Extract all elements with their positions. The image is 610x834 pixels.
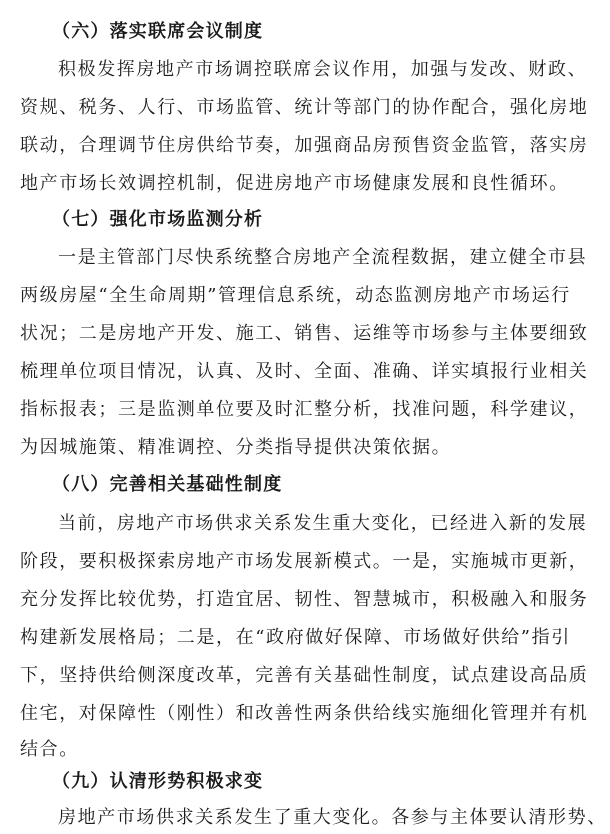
paragraph-line: 一是主管部门尽快系统整合房地产全流程数据，建立健全市县 (58, 247, 588, 268)
paragraph-line: 梳理单位项目情况，认真、及时、全面、准确、详实填报行业相关 (20, 361, 589, 382)
section-heading: （八）完善相关基础性制度 (52, 474, 283, 495)
paragraph-line: 房地产市场供求关系发生了重大变化。各参与主体要认清形势、 (58, 807, 607, 828)
paragraph-line: 构建新发展格局；二是，在“政府做好保障、市场做好供给”指引 (20, 627, 571, 648)
section-heading: （九）认清形势积极求变 (52, 771, 264, 792)
paragraph-line: 充分发挥比较优势，打造宜居、韧性、智慧城市，积极融入和服务 (20, 589, 589, 610)
paragraph-line: 指标报表；三是监测单位要及时汇整分析，找准问题，科学建议， (20, 399, 589, 420)
paragraph-line: 当前，房地产市场供求关系发生重大变化，已经进入新的发展 (58, 513, 588, 534)
paragraph-line: 结合。 (20, 739, 79, 760)
paragraph-line: 积极发挥房地产市场调控联席会议作用，加强与发改、财政、 (58, 59, 588, 80)
paragraph-line: 地产市场长效调控机制，促进房地产市场健康发展和良性循环。 (20, 173, 569, 194)
paragraph-line: 联动，合理调节住房供给节奏，加强商品房预售资金监管，落实房 (20, 135, 589, 156)
paragraph-line: 状况；二是房地产开发、施工、销售、运维等市场参与主体要细致 (20, 323, 589, 344)
paragraph-line: 两级房屋“全生命周期”管理信息系统，动态监测房地产市场运行 (20, 285, 571, 306)
paragraph-line: 阶段，要积极探索房地产市场发展新模式。一是，实施城市更新， (20, 551, 589, 572)
paragraph-line: 下，坚持供给侧深度改革，完善有关基础性制度，试点建设高品质 (20, 665, 589, 686)
paragraph-line: 资规、税务、人行、市场监管、统计等部门的协作配合，强化房地 (20, 97, 589, 118)
paragraph-line: 住宅，对保障性（刚性）和改善性两条供给线实施细化管理并有机 (20, 703, 589, 724)
section-heading: （七）强化市场监测分析 (52, 209, 264, 230)
paragraph-line: 为因城施策、精准调控、分类指导提供决策依据。 (20, 437, 452, 458)
section-heading: （六）落实联席会议制度 (52, 21, 264, 42)
